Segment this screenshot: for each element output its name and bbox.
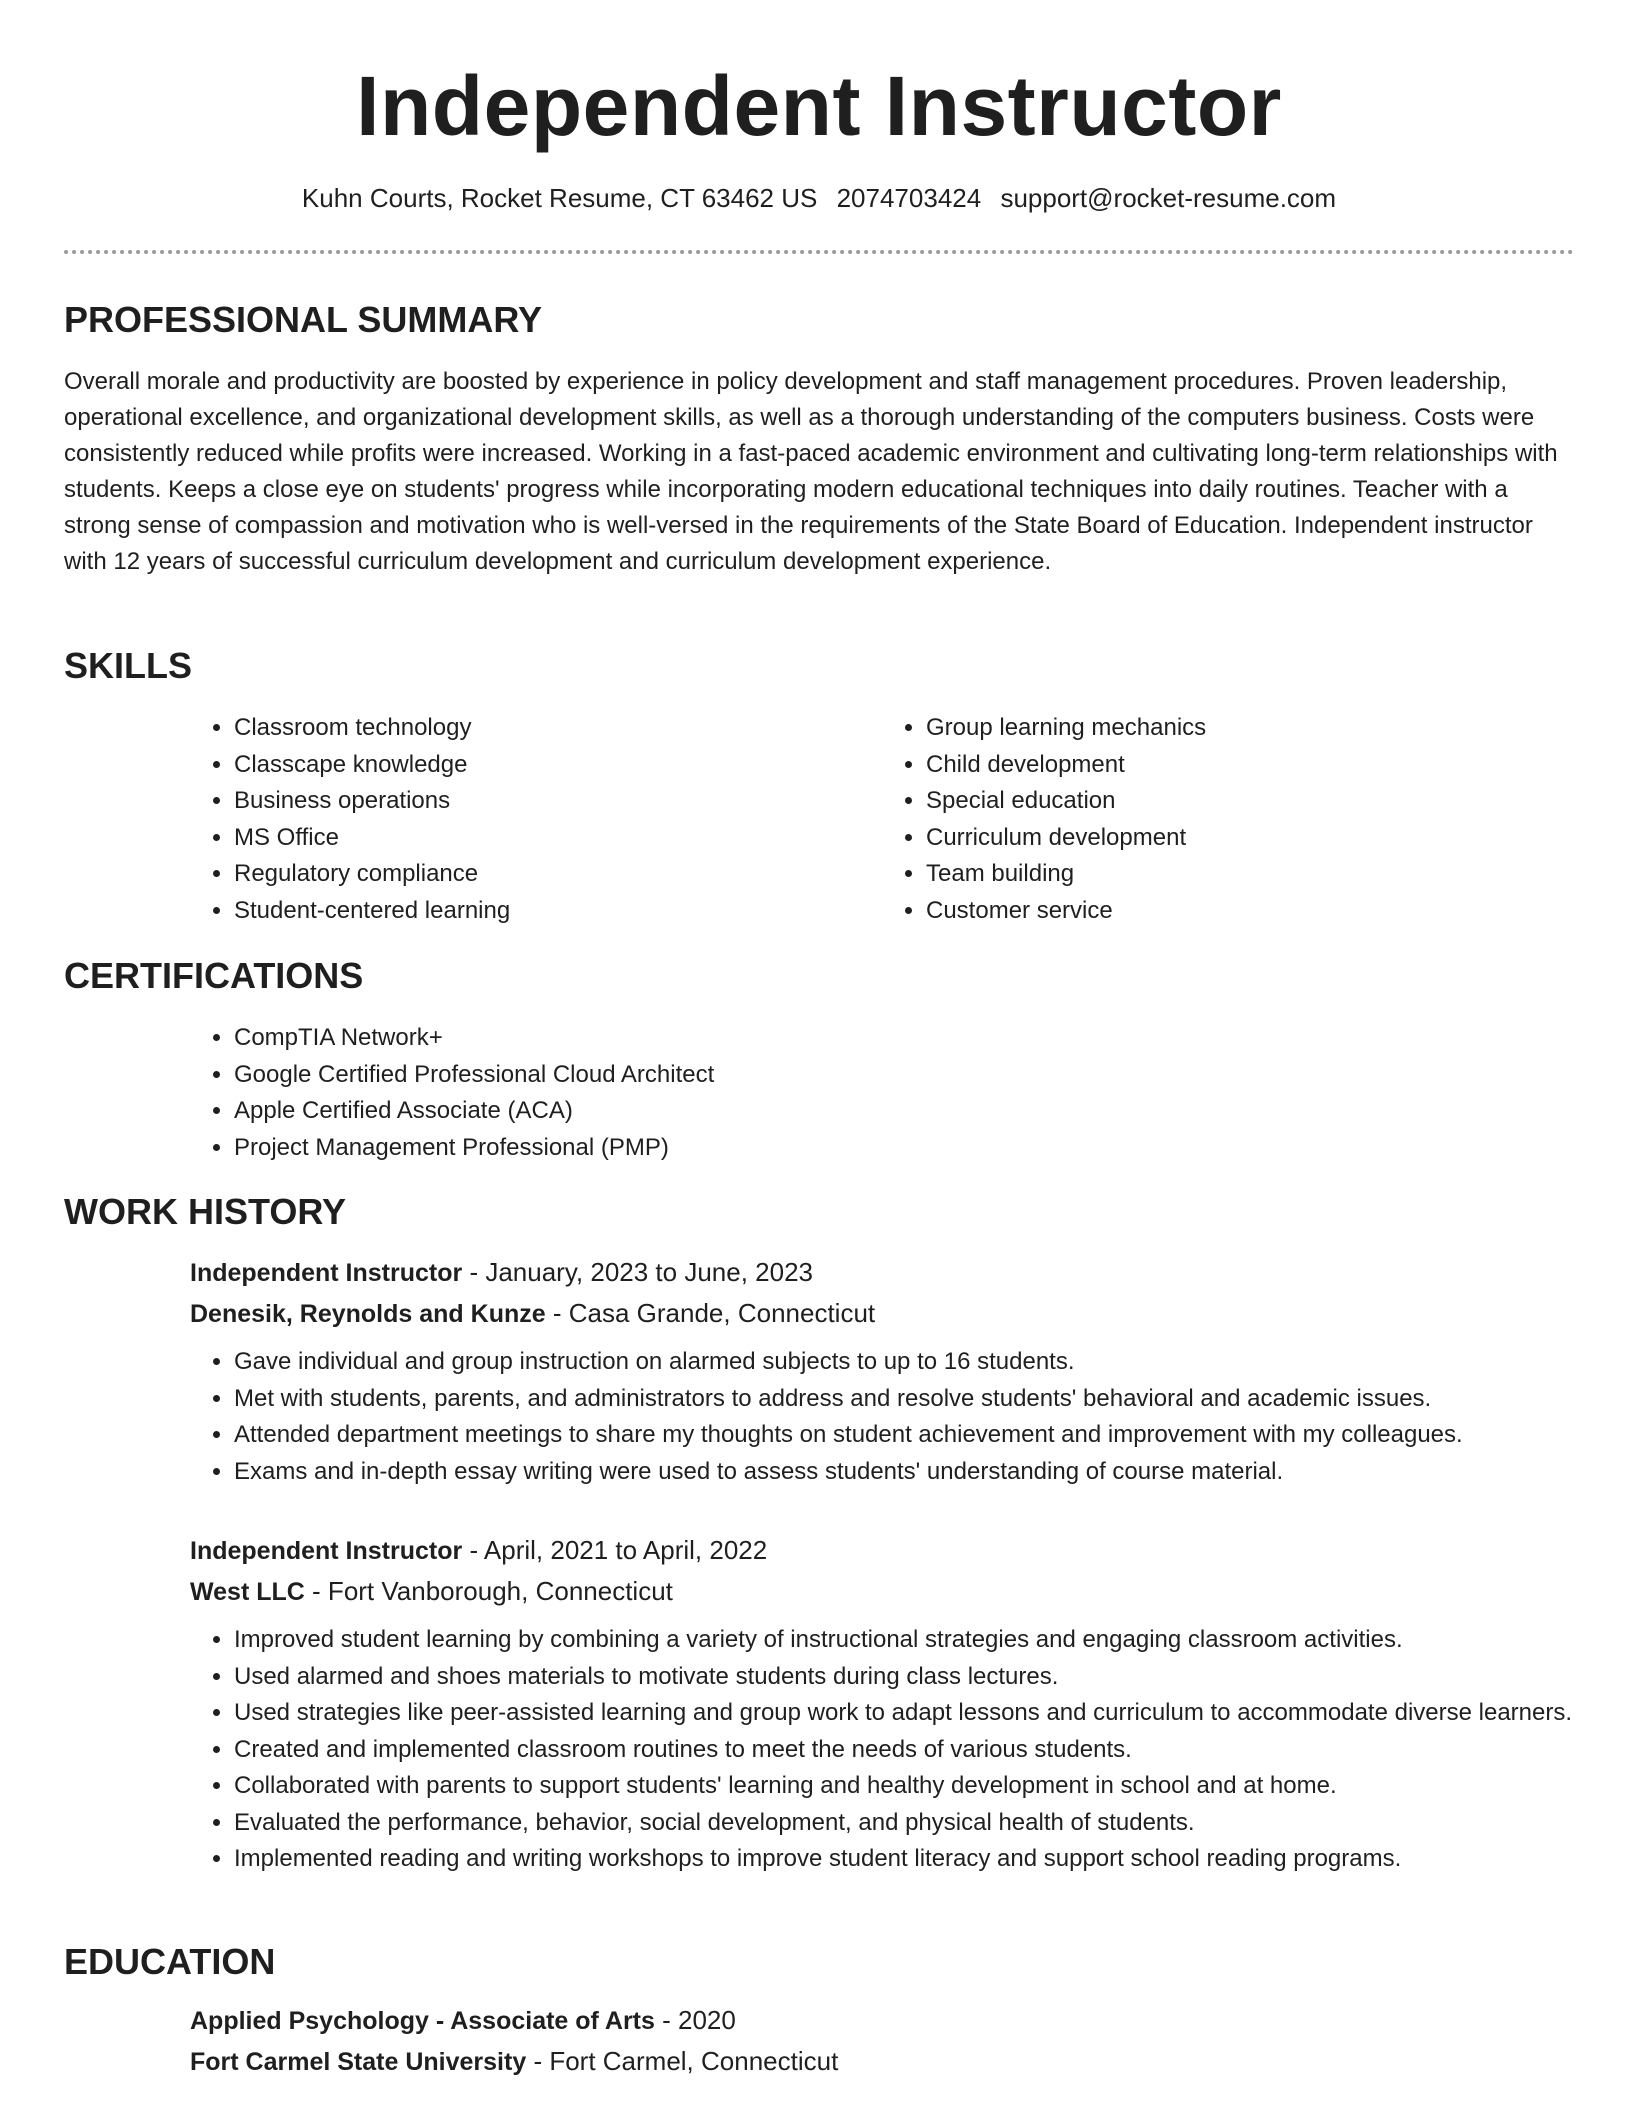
resume-header: [64, 0, 1574, 254]
contact-line: [64, 182, 1574, 214]
job-role: Independent Instructor: [190, 1259, 463, 1287]
job-entry: [190, 1530, 1574, 1878]
skills-title: SKILLS: [64, 645, 193, 686]
contact-email: support@rocket-resume.com: [1000, 183, 1337, 213]
job-dates: - January, 2023 to June, 2023: [462, 1257, 813, 1287]
education-degree: Applied Psychology - Associate of Arts: [190, 2007, 655, 2035]
skill-item: • Group learning mechanics: [926, 710, 1574, 747]
job-bullet: • Collaborated with parents to support students' learning and healthy development in school and at home.: [234, 1768, 1574, 1805]
skills-columns: [190, 710, 1574, 929]
job-company: West LLC: [190, 1578, 305, 1606]
candidate-name: Independent Instructor: [356, 59, 1282, 153]
skills-list-right: [882, 710, 1574, 929]
job-title-line: [190, 1252, 1574, 1293]
skill-item: • Regulatory compliance: [234, 856, 882, 893]
job-bullet: • Used strategies like peer-assisted learning and group work to adapt lessons and curriculum to accommodate diverse learners.: [234, 1695, 1574, 1732]
education-section: [64, 1940, 1574, 2082]
education-school-line: [190, 2041, 1574, 2082]
header-divider: [64, 250, 1574, 254]
skill-item: • Team building: [926, 856, 1574, 893]
job-bullet: • Gave individual and group instruction on alarmed subjects to up to 16 students.: [234, 1344, 1574, 1381]
job-bullets: [190, 1622, 1574, 1878]
job-bullet: • Exams and in-depth essay writing were used to assess students' understanding of course material.: [234, 1454, 1574, 1491]
job-bullet: • Evaluated the performance, behavior, social development, and physical health of students.: [234, 1805, 1574, 1842]
certification-item: • Apple Certified Associate (ACA): [234, 1093, 1574, 1130]
education-location: - Fort Carmel, Connecticut: [526, 2046, 839, 2076]
job-role: Independent Instructor: [190, 1537, 463, 1565]
skills-list-left: [190, 710, 882, 929]
job-bullet: • Used alarmed and shoes materials to motivate students during class lectures.: [234, 1659, 1574, 1696]
summary-text: Overall morale and productivity are boosted by experience in policy development and staff management procedures. Proven leadership, operational excellence, and organizational development skills, as well as a thorough understanding of the computers business. Costs were consistently reduced while profits were increased. Working in a fast-paced academic environment and cultivating long-term relationships with students. Keeps a close eye on students' progress while incorporating modern educational techniques into daily routines. Teacher with a strong sense of compassion and motivation who is well-versed in the requirements of the State Board of Education. Independent instructor with 12 years of successful curriculum development and curriculum development experience.: [64, 368, 1558, 575]
certification-item: • Project Management Professional (PMP): [234, 1130, 1574, 1167]
skill-item: • Customer service: [926, 893, 1574, 930]
skill-item: • MS Office: [234, 820, 882, 857]
education-school: Fort Carmel State University: [190, 2048, 527, 2076]
work-history-section: [64, 1190, 1574, 1878]
certifications-list: [190, 1020, 1574, 1166]
job-company: Denesik, Reynolds and Kunze: [190, 1300, 546, 1328]
job-company-line: [190, 1293, 1574, 1334]
skills-section: [64, 644, 1574, 929]
education-degree-line: [190, 2000, 1574, 2041]
skill-item: • Business operations: [234, 783, 882, 820]
education-title: EDUCATION: [64, 1941, 276, 1982]
certification-item: • Google Certified Professional Cloud Architect: [234, 1057, 1574, 1094]
job-bullet: • Created and implemented classroom routines to meet the needs of various students.: [234, 1732, 1574, 1769]
summary-title: PROFESSIONAL SUMMARY: [64, 299, 543, 340]
skill-item: • Curriculum development: [926, 820, 1574, 857]
summary-section: [64, 298, 1574, 580]
skill-item: • Student-centered learning: [234, 893, 882, 930]
skill-item: • Child development: [926, 747, 1574, 784]
certification-item: • CompTIA Network+: [234, 1020, 1574, 1057]
job-bullet: • Attended department meetings to share my thoughts on student achievement and improvement with my colleagues.: [234, 1417, 1574, 1454]
certifications-section: [64, 954, 1574, 1166]
work-history-title: WORK HISTORY: [64, 1191, 347, 1232]
job-location: - Casa Grande, Connecticut: [545, 1298, 876, 1328]
job-bullets: [190, 1344, 1574, 1490]
job-dates: - April, 2021 to April, 2022: [462, 1535, 768, 1565]
job-location: - Fort Vanborough, Connecticut: [304, 1576, 673, 1606]
job-bullet: • Met with students, parents, and administrators to address and resolve students' behavioral and academic issues.: [234, 1381, 1574, 1418]
job-company-line: [190, 1571, 1574, 1612]
skill-item: • Classcape knowledge: [234, 747, 882, 784]
education-year: - 2020: [654, 2005, 736, 2035]
job-bullet: • Improved student learning by combining a variety of instructional strategies and engaging classroom activities.: [234, 1622, 1574, 1659]
contact-address: Kuhn Courts, Rocket Resume, CT 63462 US: [301, 183, 818, 213]
job-entry: [190, 1252, 1574, 1490]
job-title-line: [190, 1530, 1574, 1571]
education-entry: [190, 2000, 1574, 2082]
skill-item: • Classroom technology: [234, 710, 882, 747]
contact-phone: 2074703424: [836, 183, 982, 213]
certifications-title: CERTIFICATIONS: [64, 955, 364, 996]
job-bullet: • Implemented reading and writing workshops to improve student literacy and support school reading programs.: [234, 1841, 1574, 1878]
skill-item: • Special education: [926, 783, 1574, 820]
resume-page: [64, 0, 1574, 2112]
